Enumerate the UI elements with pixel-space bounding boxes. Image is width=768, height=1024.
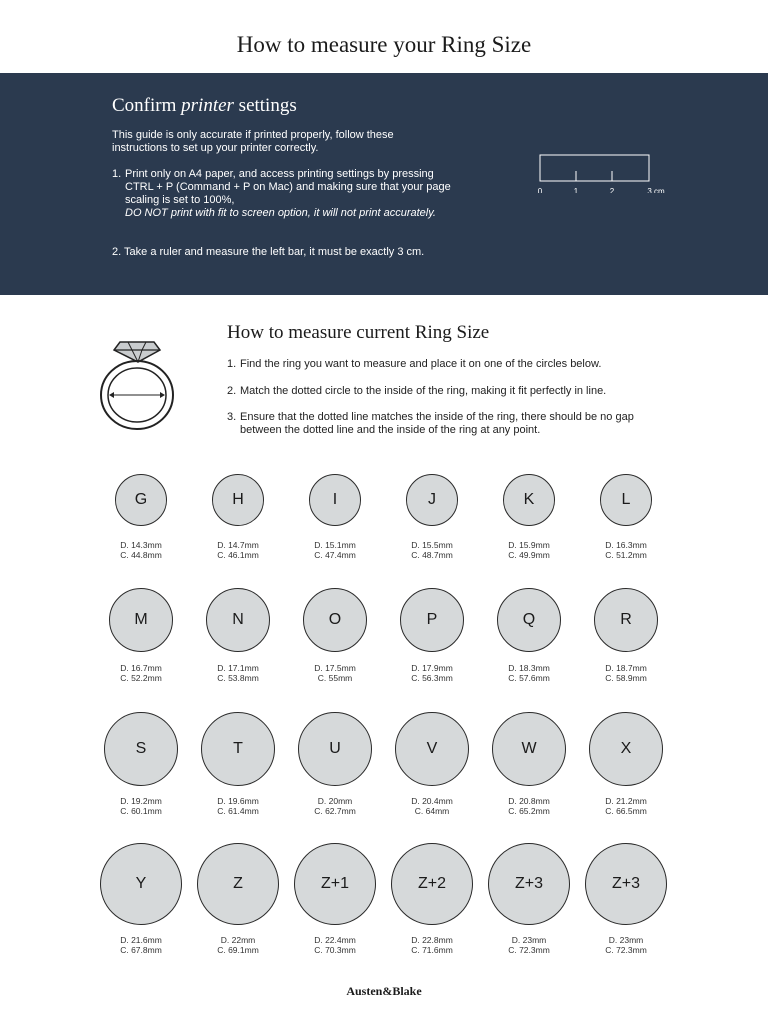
ring-size-dimensions xyxy=(578,935,674,955)
diameter-value: D. 15.9mm xyxy=(508,540,550,550)
ring-size-dimensions xyxy=(190,540,286,560)
ring-size-dimensions xyxy=(190,935,286,955)
circumference-value: C. 60.1mm xyxy=(120,806,162,816)
step-text: Print only on A4 paper, and access printing settings by pressing CTRL + P (Command + P on Mac) and making sure that your page scaling is set to 100%, xyxy=(125,168,451,206)
printer-step-2: 2. Take a ruler and measure the left bar, it must be exactly 3 cm. xyxy=(112,246,425,258)
ring-size-circle: Z+3 xyxy=(585,843,667,925)
circumference-value: C. 69.1mm xyxy=(217,945,259,955)
circumference-value: C. 47.4mm xyxy=(314,550,356,560)
ring-size-dimensions xyxy=(578,540,674,560)
measure-step-1 xyxy=(227,358,667,371)
diameter-value: D. 22mm xyxy=(220,935,256,945)
ring-size-circle: Y xyxy=(100,843,182,925)
ring-size-dimensions xyxy=(384,663,480,683)
ring-size-circle: Q xyxy=(497,588,561,652)
diameter-value: D. 18.7mm xyxy=(605,663,647,673)
ring-size-circle: S xyxy=(104,712,178,786)
ring-size-dimensions xyxy=(190,796,286,816)
diameter-value: D. 15.5mm xyxy=(411,540,453,550)
step-number: 1. xyxy=(227,358,237,370)
ring-size-circle: L xyxy=(600,474,652,526)
ruler-label-0: 0 xyxy=(537,187,543,193)
diameter-value: D. 23mm xyxy=(608,935,644,945)
ring-size-circle: M xyxy=(109,588,173,652)
diameter-value: D. 17.9mm xyxy=(411,663,453,673)
measure-step-2 xyxy=(227,385,667,398)
ring-size-circle: O xyxy=(303,588,367,652)
ring-size-dimensions xyxy=(481,663,577,683)
diameter-value: D. 22.8mm xyxy=(411,935,453,945)
circumference-value: C. 66.5mm xyxy=(605,806,647,816)
ring-icon xyxy=(98,338,178,432)
ring-size-circle: Z+3 xyxy=(488,843,570,925)
ring-size-circle: P xyxy=(400,588,464,652)
circumference-value: C. 72.3mm xyxy=(508,945,550,955)
ring-size-dimensions xyxy=(384,796,480,816)
ring-size-dimensions xyxy=(287,796,383,816)
circumference-value: C. 72.3mm xyxy=(605,945,647,955)
circumference-value: C. 53.8mm xyxy=(217,673,259,683)
ring-size-dimensions xyxy=(384,935,480,955)
ring-size-dimensions xyxy=(287,663,383,683)
circumference-value: C. 56.3mm xyxy=(411,673,453,683)
ring-size-circle: Z xyxy=(197,843,279,925)
ring-size-dimensions xyxy=(481,796,577,816)
ring-size-circle: Z+2 xyxy=(391,843,473,925)
diameter-value: D. 18.3mm xyxy=(508,663,550,673)
step-number: 2. xyxy=(227,385,237,397)
diameter-value: D. 23mm xyxy=(511,935,547,945)
circumference-value: C. 49.9mm xyxy=(508,550,550,560)
ring-size-dimensions xyxy=(93,540,189,560)
step-text: Match the dotted circle to the inside of the ring, making it fit perfectly in line. xyxy=(240,385,607,397)
diameter-value: D. 14.7mm xyxy=(217,540,259,550)
printer-step-1 xyxy=(112,168,452,220)
printer-settings-banner xyxy=(0,73,768,295)
ring-size-dimensions xyxy=(190,663,286,683)
diameter-value: D. 20.8mm xyxy=(508,796,550,806)
diameter-value: D. 15.1mm xyxy=(314,540,356,550)
ring-size-circle: N xyxy=(206,588,270,652)
ring-size-dimensions xyxy=(384,540,480,560)
step-warning: DO NOT print with fit to screen option, it will not print accurately. xyxy=(125,207,436,219)
diameter-value: D. 19.6mm xyxy=(217,796,259,806)
ruler-label-3cm: 3 cm xyxy=(647,187,665,193)
ring-size-circle: T xyxy=(201,712,275,786)
diameter-value: D. 17.1mm xyxy=(217,663,259,673)
diameter-value: D. 22.4mm xyxy=(314,935,356,945)
circumference-value: C. 57.6mm xyxy=(508,673,550,683)
heading-pre: Confirm xyxy=(112,95,182,116)
diameter-value: D. 19.2mm xyxy=(120,796,162,806)
ring-size-dimensions xyxy=(481,935,577,955)
circumference-value: C. 64mm xyxy=(414,806,450,816)
ring-size-dimensions xyxy=(93,796,189,816)
ring-size-dimensions xyxy=(93,663,189,683)
ring-size-dimensions xyxy=(93,935,189,955)
ring-size-dimensions xyxy=(287,935,383,955)
diameter-value: D. 20.4mm xyxy=(411,796,453,806)
diameter-value: D. 20mm xyxy=(317,796,353,806)
ring-size-circle: J xyxy=(406,474,458,526)
page-title: How to measure your Ring Size xyxy=(236,32,532,57)
ring-size-circle: R xyxy=(594,588,658,652)
measure-heading: How to measure current Ring Size xyxy=(227,322,490,343)
circumference-value: C. 67.8mm xyxy=(120,945,162,955)
ring-size-circle: Z+1 xyxy=(294,843,376,925)
circumference-value: C. 58.9mm xyxy=(605,673,647,683)
ring-size-dimensions xyxy=(481,540,577,560)
circumference-value: C. 65.2mm xyxy=(508,806,550,816)
circumference-value: C. 55mm xyxy=(317,673,353,683)
printer-intro: This guide is only accurate if printed properly, follow these instructions to set up your printer correctly. xyxy=(112,129,394,154)
diameter-value: D. 17.5mm xyxy=(314,663,356,673)
ruler-label-2: 2 xyxy=(609,187,615,193)
circumference-value: C. 44.8mm xyxy=(120,550,162,560)
ring-size-circle: I xyxy=(309,474,361,526)
brand-logo: Austen&Blake xyxy=(346,984,422,998)
ring-size-dimensions xyxy=(578,663,674,683)
diameter-value: D. 16.3mm xyxy=(605,540,647,550)
ring-size-circle: G xyxy=(115,474,167,526)
ring-size-circle: W xyxy=(492,712,566,786)
calibration-ruler xyxy=(530,153,670,193)
ruler-label-1: 1 xyxy=(573,187,579,193)
ring-size-circle: H xyxy=(212,474,264,526)
diameter-value: D. 16.7mm xyxy=(120,663,162,673)
circumference-value: C. 71.6mm xyxy=(411,945,453,955)
circumference-value: C. 70.3mm xyxy=(314,945,356,955)
ring-size-circle: X xyxy=(589,712,663,786)
ring-size-circle: U xyxy=(298,712,372,786)
step-number: 1. xyxy=(112,168,122,180)
circumference-value: C. 51.2mm xyxy=(605,550,647,560)
step-number: 3. xyxy=(227,411,237,423)
ring-size-circle: V xyxy=(395,712,469,786)
ring-size-dimensions xyxy=(578,796,674,816)
ring-size-dimensions xyxy=(287,540,383,560)
heading-em: printer xyxy=(181,95,234,116)
circumference-value: C. 61.4mm xyxy=(217,806,259,816)
printer-settings-heading xyxy=(112,95,297,117)
heading-post: settings xyxy=(233,95,297,116)
diameter-value: D. 14.3mm xyxy=(120,540,162,550)
step-text: Ensure that the dotted line matches the inside of the ring, there should be no gap between the dotted line and the inside of the ring at any point. xyxy=(240,411,634,436)
diameter-value: D. 21.2mm xyxy=(605,796,647,806)
measure-step-3 xyxy=(227,411,667,437)
circumference-value: C. 62.7mm xyxy=(314,806,356,816)
diameter-value: D. 21.6mm xyxy=(120,935,162,945)
circumference-value: C. 46.1mm xyxy=(217,550,259,560)
step-text: Find the ring you want to measure and place it on one of the circles below. xyxy=(240,358,602,370)
ring-size-circle: K xyxy=(503,474,555,526)
circumference-value: C. 48.7mm xyxy=(411,550,453,560)
circumference-value: C. 52.2mm xyxy=(120,673,162,683)
ruler-bar xyxy=(540,155,649,181)
